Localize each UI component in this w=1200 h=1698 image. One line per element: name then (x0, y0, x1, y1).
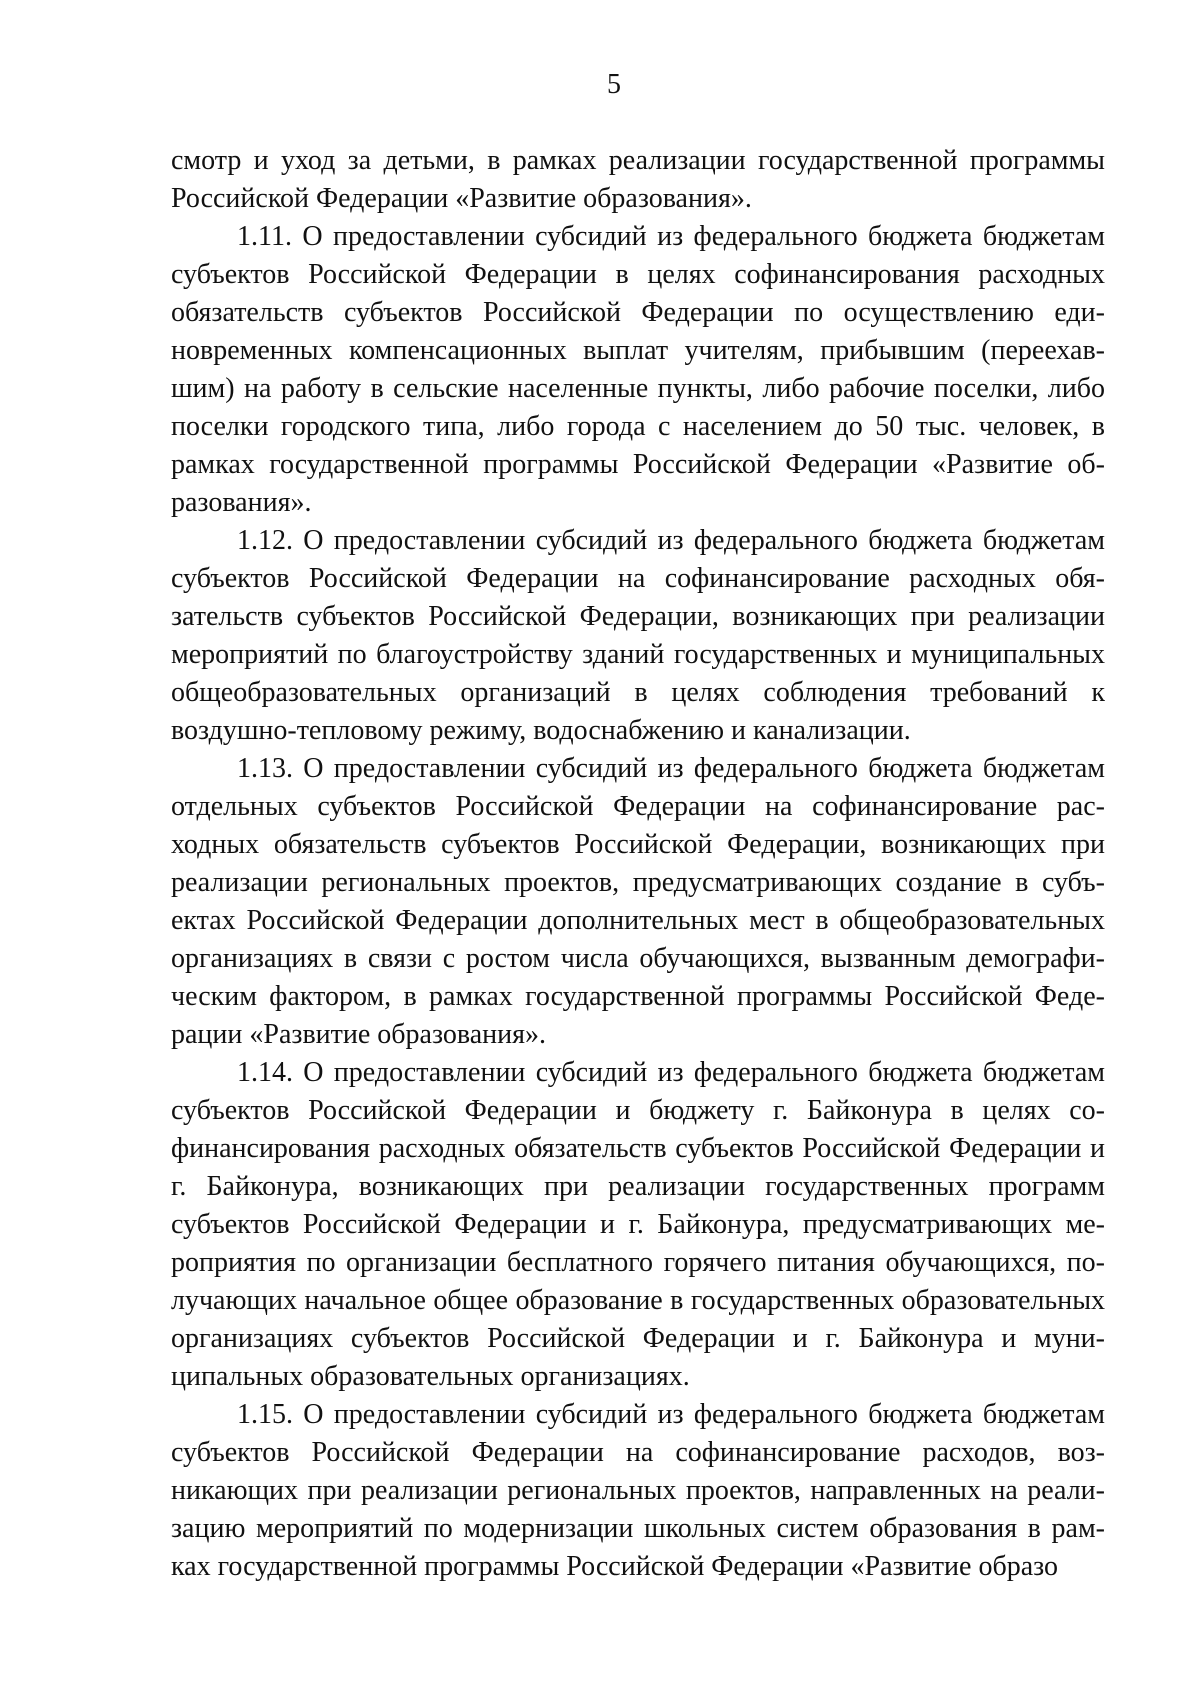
paragraph-continuation: смотр и уход за детьми, в рамках реализации государственной программы Российской Федерации «Развитие образования». (171, 145, 1105, 214)
paragraph-1-11: 1.11. О предоставлении субсидий из федерального бюджета бюджетам субъектов Российской Федерации в целях софинансирования расходных обязательств субъектов Российской Федерации по осуществлению единовременных компенсационных выплат учителям, прибывшим (переехавшим) на работу в сельские населенные пункты, либо рабочие поселки, либо поселки городского типа, либо города с населением до 50 тыс. человек, в рамках государственной программы Российской Федерации «Развитие образования». (171, 221, 1105, 518)
paragraph-1-15: 1.15. О предоставлении субсидий из федерального бюджета бюджетам субъектов Российской Федерации на софинансирование расходов, возникающих при реализации региональных проектов, направленных на реализацию мероприятий по модернизации школьных систем образования в рамках государственной программы Российской Федерации «Развитие образо (171, 1399, 1105, 1582)
paragraph-1-14: 1.14. О предоставлении субсидий из федерального бюджета бюджетам субъектов Российской Федерации и бюджету г. Байконура в целях софинансирования расходных обязательств субъектов Российской Федерации и г. Байконура, возникающих при реализации государственных программ субъектов Российской Федерации и г. Байконура, предусматривающих мероприятия по организации бесплатного горячего питания обучающихся, получающих начальное общее образование в государственных образовательных организациях субъектов Российской Федерации и г. Байконура и муниципальных образовательных организациях. (171, 1057, 1105, 1392)
document-body (171, 142, 1105, 1586)
paragraph-1-13: 1.13. О предоставлении субсидий из федерального бюджета бюджетам отдельных субъектов Российской Федерации на софинансирование расходных обязательств субъектов Российской Федерации, возникающих при реализации региональных проектов, предусматривающих создание в субъектах Российской Федерации дополнительных мест в общеобразовательных организациях в связи с ростом числа обучающихся, вызванным демографическим фактором, в рамках государственной программы Российской Федерации «Развитие образования». (171, 753, 1105, 1050)
page-number: 5 (607, 69, 621, 100)
paragraph-1-12: 1.12. О предоставлении субсидий из федерального бюджета бюджетам субъектов Российской Федерации на софинансирование расходных обязательств субъектов Российской Федерации, возникающих при реализации мероприятий по благоустройству зданий государственных и муниципальных общеобразовательных организаций в целях соблюдения требований к воздушно-тепловому режиму, водоснабжению и канализации. (171, 525, 1105, 746)
